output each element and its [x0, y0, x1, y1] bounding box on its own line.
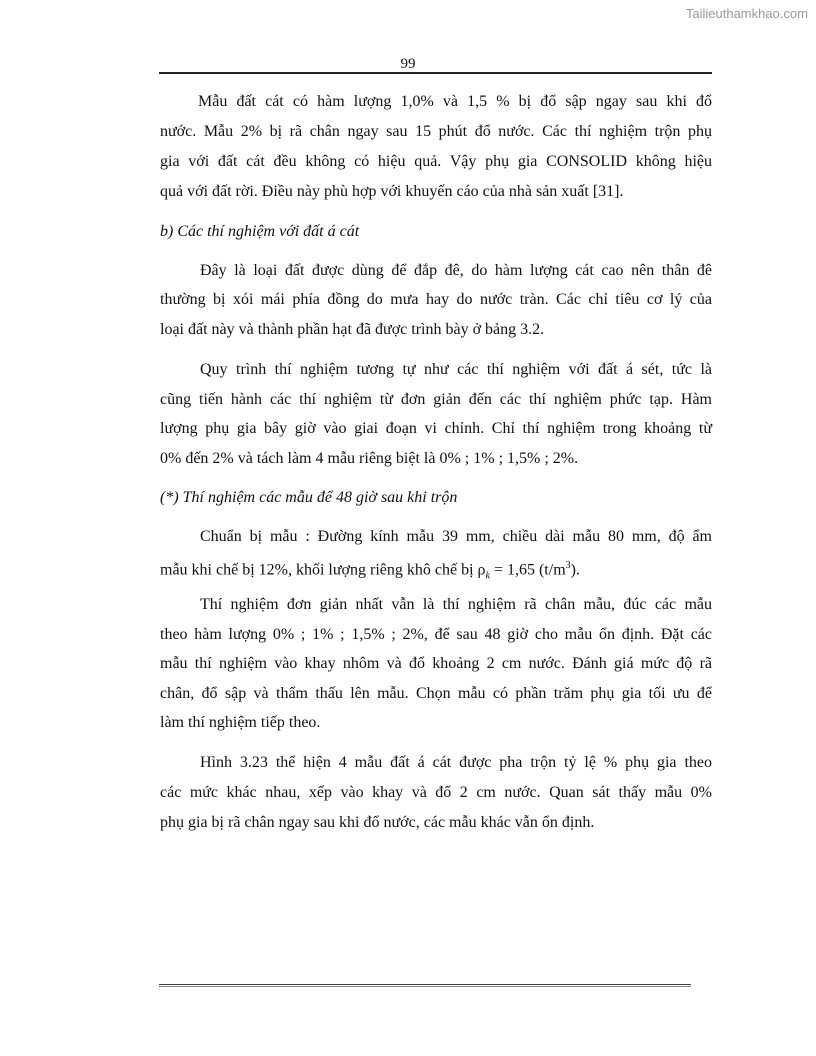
text-line: mẫu thí nghiệm vào khay nhôm và đổ khoảng 2 cm nước. Đánh giá mức độ rã [160, 655, 712, 672]
superscript: 3 [565, 560, 571, 571]
text-line: phụ gia bị rã chân ngay sau khi đổ nước, các mẫu khác vẫn ổn định. [160, 814, 595, 831]
text-line [160, 556, 712, 587]
text-line: Chuẩn bị mẫu : Đường kính mẫu 39 mm, chiều dài mẫu 80 mm, độ ẩm [200, 528, 712, 545]
text-line: quả với đất rời. Điều này phù hợp với khuyến cáo của nhà sản xuất [31]. [160, 183, 624, 200]
footer-rule [159, 984, 691, 987]
text-line: thường bị xói mái phía đồng do mưa hay do nước tràn. Các chỉ tiêu cơ lý của [160, 291, 712, 308]
header-rule [159, 72, 712, 74]
text-line: chân, đổ sập và thẩm thấu lên mẫu. Chọn mẫu có phần trăm phụ gia tối ưu để [160, 685, 712, 702]
text-run: = 1,65 (t/m [489, 561, 566, 579]
text-line: các mức khác nhau, xếp vào khay và đổ 2 cm nước. Quan sát thấy mẫu 0% [160, 784, 712, 801]
text-line: gia với đất cát đều không có hiệu quả. Vậy phụ gia CONSOLID không hiệu [160, 153, 712, 170]
watermark: Tailieuthamkhao.com [685, 6, 808, 21]
text-line: cũng tiến hành các thí nghiệm từ đơn giản đến các thí nghiệm phức tạp. Hàm [160, 391, 712, 408]
subsection-heading: (*) Thí nghiệm các mẫu để 48 giờ sau khi trộn [160, 489, 458, 506]
text-line: nước. Mẫu 2% bị rã chân ngay sau 15 phút đổ nước. Các thí nghiệm trộn phụ [160, 123, 712, 140]
text-line: làm thí nghiệm tiếp theo. [160, 714, 321, 731]
text-line: lượng phụ gia bây giờ vào giai đoạn vi chỉnh. Chỉ thí nghiệm trong khoảng từ [160, 420, 712, 437]
text-line: Mẫu đất cát có hàm lượng 1,0% và 1,5 % bị đổ sập ngay sau khi đổ [198, 93, 712, 110]
section-heading: b) Các thí nghiệm với đất á cát [160, 223, 360, 240]
text-line: Thí nghiệm đơn giản nhất vẫn là thí nghiệm rã chân mẫu, đúc các mẫu [200, 596, 712, 613]
text-line: Hình 3.23 thể hiện 4 mẫu đất á cát được pha trộn tỷ lệ % phụ gia theo [200, 754, 712, 771]
text-line: 0% đến 2% và tách làm 4 mẫu riêng biệt là 0% ; 1% ; 1,5% ; 2%. [160, 450, 579, 467]
text-line: theo hàm lượng 0% ; 1% ; 1,5% ; 2%, để sau 48 giờ cho mẫu ổn định. Đặt các [160, 626, 712, 643]
text-line: Quy trình thí nghiệm tương tự như các thí nghiệm với đất á sét, tức là [200, 361, 712, 378]
page-number: 99 [400, 56, 416, 72]
text-line: loại đất này và thành phần hạt đã được trình bày ở bảng 3.2. [160, 321, 545, 338]
subscript: k [485, 570, 490, 582]
text-line: Đây là loại đất được dùng để đắp đê, do hàm lượng cát cao nên thân đê [200, 262, 712, 279]
text-run: mẫu khi chế bị 12%, khối lượng riêng khô chế bị ρ [160, 561, 486, 579]
text-run: ). [570, 561, 580, 579]
